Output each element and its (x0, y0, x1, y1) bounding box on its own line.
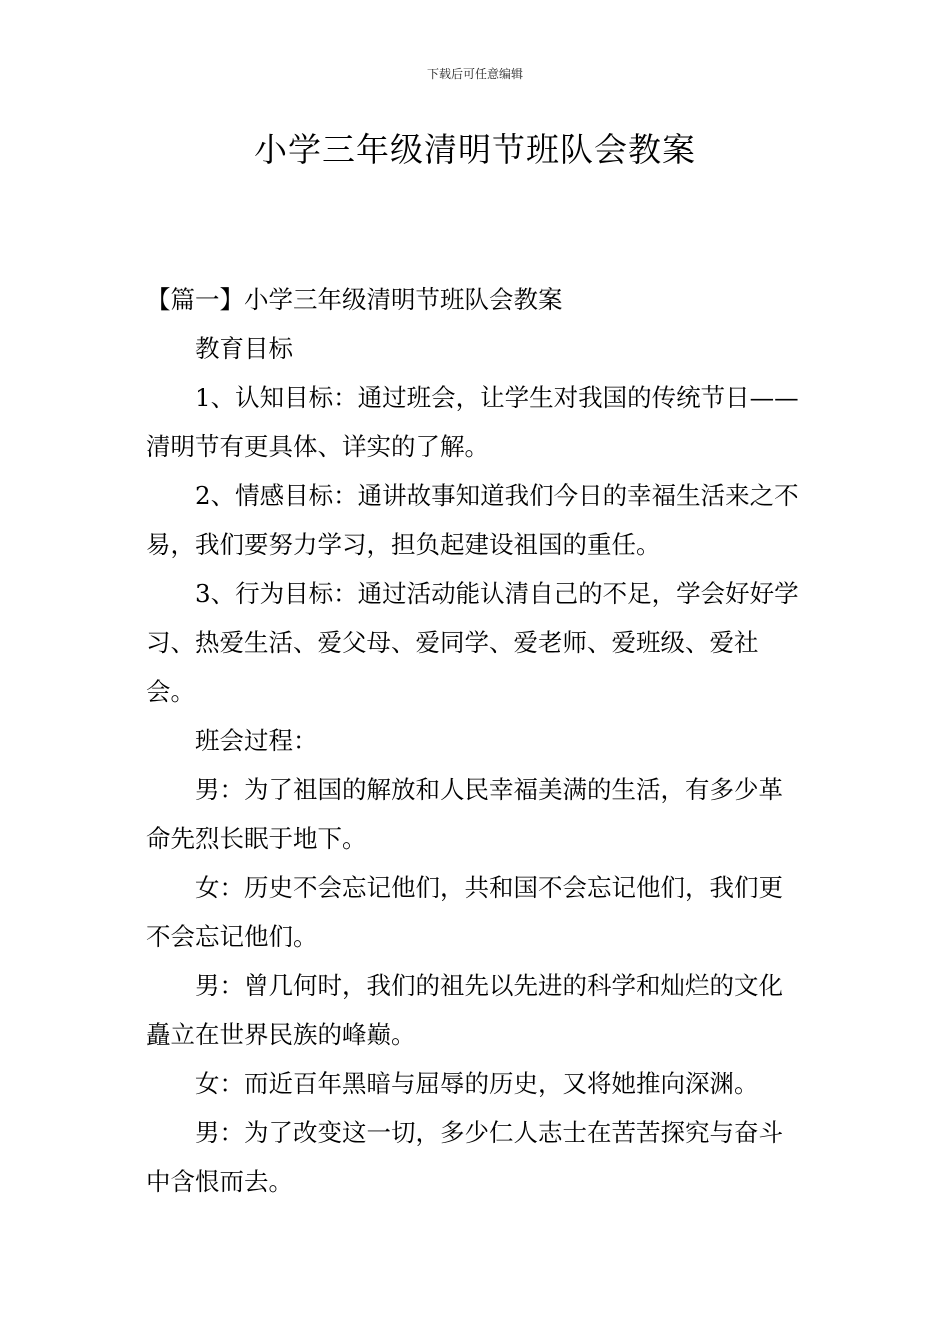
header-note: 下载后可任意编辑 (426, 67, 523, 81)
dialogue-line: 男：曾几何时，我们的祖先以先进的科学和灿烂的文化矗立在世界民族的峰巅。 (146, 971, 783, 1049)
paragraph-education-goals: 教育目标 (195, 334, 293, 363)
paragraph-meeting-process: 班会过程： (195, 726, 318, 755)
paragraph-cognitive-goal: 1、认知目标：通过班会，让学生对我国的传统节日——清明节有更具体、详实的了解。 (146, 383, 799, 461)
dialogue-line: 女：历史不会忘记他们，共和国不会忘记他们，我们更不会忘记他们。 (146, 873, 783, 951)
paragraph-behavior-goal: 3、行为目标：通过活动能认清自己的不足，学会好好学习、热爱生活、爱父母、爱同学、爱老师、爱班级、爱社会。 (146, 579, 799, 706)
dialogue-line: 男：为了祖国的解放和人民幸福美满的生活，有多少革命先烈长眠于地下。 (146, 775, 783, 853)
document-body (146, 275, 806, 1206)
dialogue-line: 女：而近百年黑暗与屈辱的历史，又将她推向深渊。 (195, 1069, 759, 1098)
section-heading: 【篇一】小学三年级清明节班队会教案 (146, 285, 563, 314)
paragraph-emotional-goal: 2、情感目标：通讲故事知道我们今日的幸福生活来之不易，我们要努力学习，担负起建设祖国的重任。 (146, 481, 799, 559)
dialogue-line: 男：为了改变这一切，多少仁人志士在苦苦探究与奋斗中含恨而去。 (146, 1118, 783, 1196)
document-title: 小学三年级清明节班队会教案 (254, 130, 696, 169)
